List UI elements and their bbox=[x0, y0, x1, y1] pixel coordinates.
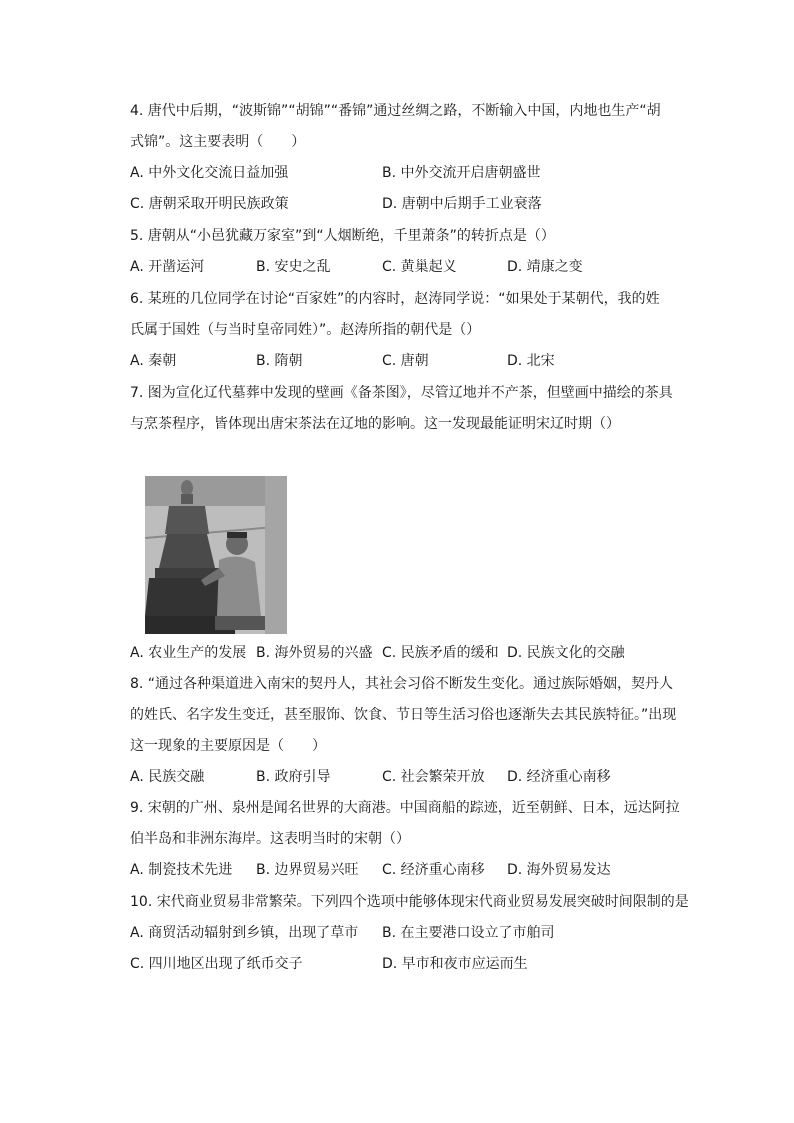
question-6-option-d[interactable]: D. 北宋 bbox=[507, 353, 555, 369]
question-4-line-1: 4. 唐代中后期，“波斯锦”“胡锦”“番锦”通过丝绸之路，不断输入中国，内地也生产“胡 bbox=[130, 103, 661, 119]
question-9 bbox=[130, 793, 696, 855]
question-10-option-a[interactable]: A. 商贸活动辐射到乡镇，出现了草市 bbox=[130, 925, 359, 941]
question-7-line-2: 与烹茶程序，皆体现出唐宋茶法在辽地的影响。这一发现最能证明宋辽时期（） bbox=[130, 416, 620, 432]
question-7-option-d[interactable]: D. 民族文化的交融 bbox=[507, 645, 625, 661]
question-5 bbox=[130, 221, 696, 252]
question-8-line-3: 这一现象的主要原因是（ ） bbox=[130, 738, 326, 754]
question-6-options bbox=[130, 346, 696, 377]
question-6-line-2: 氏属于国姓（与当时皇帝同姓）”。赵涛所指的朝代是（） bbox=[130, 322, 481, 338]
question-9-option-b[interactable]: B. 边界贸易兴旺 bbox=[256, 862, 359, 878]
question-4-option-c[interactable]: C. 唐朝采取开明民族政策 bbox=[130, 196, 289, 212]
question-10-option-c[interactable]: C. 四川地区出现了纸币交子 bbox=[130, 956, 303, 972]
question-6-option-a[interactable]: A. 秦朝 bbox=[130, 353, 177, 369]
question-9-options bbox=[130, 855, 696, 886]
question-4-option-d[interactable]: D. 唐朝中后期手工业衰落 bbox=[382, 196, 542, 212]
question-5-line-1: 5. 唐朝从“小邑犹藏万家室”到“人烟断绝，千里萧条”的转折点是（） bbox=[130, 228, 555, 244]
question-7-option-a[interactable]: A. 农业生产的发展 bbox=[130, 645, 247, 661]
question-10-option-d[interactable]: D. 早市和夜市应运而生 bbox=[382, 956, 528, 972]
question-4 bbox=[130, 96, 696, 158]
question-5-option-a[interactable]: A. 开凿运河 bbox=[130, 259, 205, 275]
question-8-option-a[interactable]: A. 民族交融 bbox=[130, 769, 205, 785]
question-6-option-b[interactable]: B. 隋朝 bbox=[256, 353, 303, 369]
question-5-option-b[interactable]: B. 安史之乱 bbox=[256, 259, 331, 275]
question-4-options-row-1 bbox=[130, 158, 696, 189]
question-10-line-1: 10. 宋代商业贸易非常繁荣。下列四个选项中能够体现宋代商业贸易发展突破时间限制的是 bbox=[130, 894, 689, 910]
question-8-option-c[interactable]: C. 社会繁荣开放 bbox=[382, 769, 485, 785]
question-6-line-1: 6. 某班的几位同学在讨论“百家姓”的内容时，赵涛同学说：“如果处于某朝代，我的姓 bbox=[130, 291, 660, 307]
question-10 bbox=[130, 887, 696, 918]
question-4-line-2: 式锦”。这主要表明（ ） bbox=[130, 134, 306, 150]
question-8-option-b[interactable]: B. 政府引导 bbox=[256, 769, 331, 785]
question-5-option-c[interactable]: C. 黄巢起义 bbox=[382, 259, 457, 275]
question-8-line-1: 8. “通过各种渠道进入南宋的契丹人，其社会习俗不断发生变化。通过族际婚姻，契丹人 bbox=[130, 676, 674, 692]
question-4-options-row-2 bbox=[130, 189, 696, 220]
question-8-option-d[interactable]: D. 经济重心南移 bbox=[507, 769, 611, 785]
question-9-line-1: 9. 宋朝的广州、泉州是闻名世界的大商港。中国商船的踪迹，近至朝鲜、日本，远达阿拉 bbox=[130, 800, 680, 816]
question-6-option-c[interactable]: C. 唐朝 bbox=[382, 353, 429, 369]
question-8-line-2: 的姓氏、名字发生变迁，甚至服饰、饮食、节日等生活习俗也逐渐失去其民族特征。”出现 bbox=[130, 707, 677, 723]
question-7-option-c[interactable]: C. 民族矛盾的缓和 bbox=[382, 645, 499, 661]
question-9-option-d[interactable]: D. 海外贸易发达 bbox=[507, 862, 611, 878]
question-6 bbox=[130, 284, 696, 346]
question-7-line-1: 7. 图为宣化辽代墓葬中发现的壁画《备茶图》，尽管辽地并不产茶，但壁画中描绘的茶具 bbox=[130, 385, 673, 401]
question-5-options bbox=[130, 252, 696, 283]
question-7 bbox=[130, 378, 696, 440]
question-9-option-c[interactable]: C. 经济重心南移 bbox=[382, 862, 485, 878]
question-10-option-b[interactable]: B. 在主要港口设立了市舶司 bbox=[382, 925, 555, 941]
question-8-options bbox=[130, 762, 696, 793]
question-7-options bbox=[130, 638, 696, 669]
question-7-option-b[interactable]: B. 海外贸易的兴盛 bbox=[256, 645, 373, 661]
question-4-option-b[interactable]: B. 中外交流开启唐朝盛世 bbox=[382, 165, 541, 181]
question-9-option-a[interactable]: A. 制瓷技术先进 bbox=[130, 862, 233, 878]
question-9-line-2: 伯半岛和非洲东海岸。这表明当时的宋朝（） bbox=[130, 831, 410, 847]
question-10-options-row-2 bbox=[130, 949, 696, 980]
question-4-option-a[interactable]: A. 中外文化交流日益加强 bbox=[130, 165, 289, 181]
question-10-options-row-1 bbox=[130, 918, 696, 949]
tea-preparation-mural-image bbox=[145, 476, 287, 634]
question-5-option-d[interactable]: D. 靖康之变 bbox=[507, 259, 583, 275]
question-8 bbox=[130, 669, 696, 762]
